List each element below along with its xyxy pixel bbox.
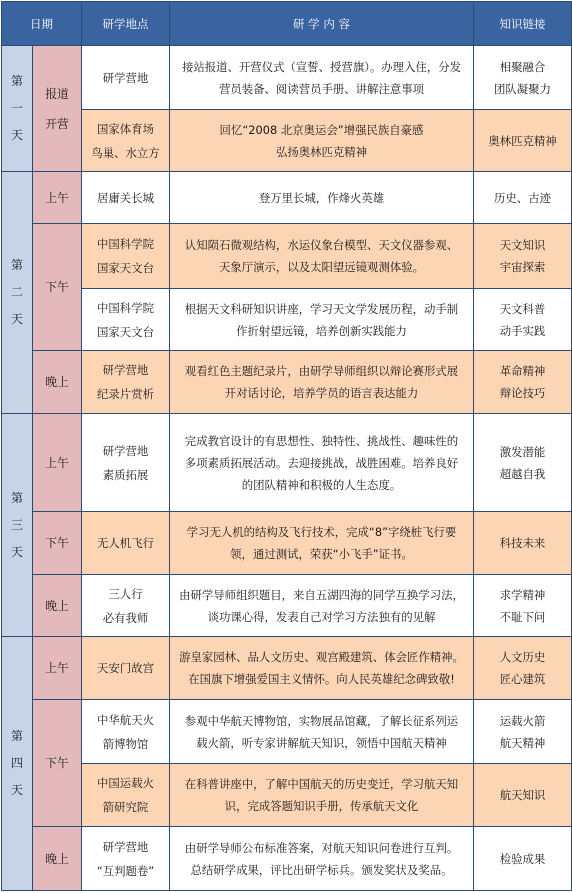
text-line: 航天精神 — [499, 735, 546, 750]
time-slot-cell — [33, 224, 82, 351]
knowledge-cell — [474, 224, 572, 289]
text-line: 上午 — [45, 661, 69, 675]
content-cell — [170, 289, 474, 351]
content-cell — [170, 414, 474, 512]
header-location: 研学地点 — [82, 2, 170, 46]
header-content: 研 学 内 容 — [170, 2, 474, 46]
day-label-char: 天 — [10, 783, 23, 797]
text-line: 动手实践 — [499, 323, 546, 338]
text-line: 在科普讲座中，了解中国航天的历史变迁，学习航天知 — [184, 777, 459, 791]
time-slot-cell — [33, 637, 82, 700]
location-cell — [82, 110, 170, 172]
content-cell — [170, 700, 474, 764]
schedule-row — [2, 414, 572, 512]
text-line: 无人机飞行 — [97, 536, 154, 550]
day-cell — [2, 414, 33, 637]
content-cell — [170, 512, 474, 575]
location-cell — [82, 827, 170, 891]
text-line: 由研学导师组织题目，来自五湖四海的同学互换学习法， — [179, 587, 464, 602]
knowledge-cell — [474, 637, 572, 700]
location-cell — [82, 637, 170, 700]
text-line: 完成教官设计的有思想性、独特性、挑战性、趣味性的 — [184, 433, 459, 448]
text-line: 天文知识 — [499, 238, 546, 252]
text-line: 晚上 — [45, 598, 69, 613]
text-line: 革命精神 — [499, 364, 546, 378]
schedule-row — [2, 172, 572, 224]
knowledge-cell — [474, 172, 572, 224]
location-cell — [82, 764, 170, 827]
text-line: 游皇家园林、品人文历史、观宫殿建筑、体会匠作精神。 — [179, 650, 464, 664]
text-line: 研学营地 — [102, 443, 149, 458]
schedule-row — [2, 224, 572, 289]
text-line: 作折射望远镜，培养创新实践能力 — [236, 323, 407, 338]
time-slot-cell — [33, 700, 82, 827]
knowledge-cell — [474, 46, 572, 110]
time-slot-cell — [33, 172, 82, 224]
text-line: 国家体育场 — [97, 121, 154, 136]
text-line: 辩论技巧 — [499, 386, 546, 400]
text-line: 天文科普 — [499, 301, 546, 316]
time-slot-cell — [33, 512, 82, 575]
text-line: 奥林匹克精神 — [488, 133, 557, 148]
location-cell — [82, 224, 170, 289]
knowledge-cell — [474, 414, 572, 512]
text-line: 不耻下问 — [499, 609, 546, 624]
text-line: 历史、古迹 — [494, 190, 551, 205]
text-line: 识，完成答题知识手册，传承航天文化 — [224, 799, 419, 813]
text-line: 回忆“2008 北京奥运会”增强民族自豪感 — [219, 122, 424, 137]
day-label-char: 二 — [10, 285, 23, 299]
text-line: 晚上 — [45, 375, 69, 389]
time-slot-cell — [33, 351, 82, 414]
knowledge-cell — [474, 512, 572, 575]
schedule-row — [2, 110, 572, 172]
day-label-char: 第 — [10, 490, 23, 505]
text-line: 中国科学院 — [97, 237, 154, 251]
text-line: 检验成果 — [499, 851, 546, 866]
text-line: 多项素质拓展活动。去迎接挑战，战胜困难。培养良好 — [184, 455, 459, 470]
header-date: 日期 — [2, 2, 82, 46]
header-row — [2, 2, 572, 46]
content-cell — [170, 351, 474, 414]
time-slot-cell — [33, 414, 82, 512]
text-line: 上午 — [45, 190, 69, 205]
location-cell — [82, 575, 170, 637]
text-line: 匠心建筑 — [499, 672, 546, 686]
day-label-char: 第 — [10, 258, 23, 272]
text-line: 晚上 — [45, 851, 69, 866]
text-line: 总结研学成果，评比出研学标兵。颁发奖状及奖品。 — [190, 862, 453, 877]
text-line: 素质拓展 — [102, 467, 149, 482]
text-line: 箭研究院 — [102, 800, 149, 814]
text-line: 下午 — [45, 756, 69, 770]
time-slot-cell — [33, 827, 82, 891]
text-line: 研学营地 — [102, 363, 149, 377]
knowledge-cell — [474, 764, 572, 827]
text-line: 国家天文台 — [97, 324, 154, 339]
text-line: 谈功课心得，发表自己对学习方法独有的见解 — [207, 609, 436, 624]
text-line: 中华航天火 — [97, 712, 154, 727]
text-line: 宇宙探索 — [499, 260, 546, 274]
content-cell — [170, 46, 474, 110]
location-cell — [82, 414, 170, 512]
knowledge-cell — [474, 575, 572, 637]
text-line: 研学营地 — [102, 70, 149, 85]
location-cell — [82, 172, 170, 224]
text-line: 观看红色主题纪录片，由研学导师组织以辩论赛形式展 — [184, 364, 459, 378]
day-label-char: 三 — [10, 517, 23, 532]
content-cell — [170, 172, 474, 224]
text-line: 开营 — [45, 116, 69, 131]
text-line: 研学营地 — [102, 839, 149, 854]
text-line: 天安门故宫 — [97, 661, 154, 675]
knowledge-cell — [474, 700, 572, 764]
text-line: 下午 — [45, 280, 69, 294]
schedule-row — [2, 289, 572, 351]
schedule-body — [2, 46, 572, 891]
text-line: 超越自我 — [499, 466, 546, 481]
text-line: 在国旗下增强爱国主义情怀。向人民英雄纪念碑致敬! — [188, 672, 455, 686]
location-cell — [82, 289, 170, 351]
day-label-char: 第 — [10, 74, 23, 88]
text-line: 三人行 — [108, 586, 143, 601]
knowledge-cell — [474, 827, 572, 891]
text-line: 居庸关长城 — [97, 190, 154, 205]
text-line: 由研学导师公布标准答案，对航天知识问卷进行互判。 — [184, 840, 459, 855]
schedule-row — [2, 351, 572, 414]
day-label-char: 第 — [10, 729, 23, 743]
text-line: 科技未来 — [499, 536, 546, 550]
text-line: 天象厅演示，以及太阳望远镜观测体验。 — [218, 260, 425, 274]
knowledge-cell — [474, 110, 572, 172]
day-label-char: 天 — [10, 312, 23, 326]
text-line: “互判题卷” — [96, 863, 155, 878]
day-label-char: 一 — [10, 101, 23, 115]
schedule-row — [2, 827, 572, 891]
schedule-row — [2, 700, 572, 764]
location-cell — [82, 351, 170, 414]
text-line: 必有我师 — [102, 610, 149, 625]
text-line: 接站报道、开营仪式（宣誓、授营旗）。办理入住，分发 — [181, 59, 462, 74]
text-line: 下午 — [45, 536, 69, 550]
day-cell — [2, 637, 33, 891]
text-line: 认知陨石微观结构，水运仪象台模型、天文仪器参观、 — [184, 238, 459, 252]
schedule-row — [2, 512, 572, 575]
content-cell — [170, 637, 474, 700]
text-line: 领，通过测试，荣获“小飞手”证书。 — [230, 547, 413, 561]
text-line: 弘扬奥林匹克精神 — [275, 144, 368, 159]
text-line: 纪录片赏析 — [97, 387, 154, 401]
text-line: 营员装备、阅读营员手册、讲解注意事项 — [218, 81, 425, 96]
day-cell — [2, 172, 33, 414]
text-line: 登万里长城，作烽火英雄 — [258, 190, 385, 205]
text-line: 根据天文科研知识讲座，学习天文学发展历程，动手制 — [184, 301, 459, 316]
schedule-row — [2, 575, 572, 637]
content-cell — [170, 224, 474, 289]
text-line: 人文历史 — [499, 650, 546, 664]
text-line: 报道 — [45, 86, 69, 101]
location-cell — [82, 512, 170, 575]
schedule-row — [2, 46, 572, 110]
text-line: 激发潜能 — [499, 444, 546, 459]
text-line: 国家天文台 — [97, 261, 154, 275]
text-line: 相聚融合 — [499, 59, 546, 74]
schedule-row — [2, 637, 572, 700]
header-knowledge: 知识链接 — [474, 2, 572, 46]
text-line: 中国运载火 — [97, 776, 154, 790]
content-cell — [170, 110, 474, 172]
text-line: 求学精神 — [499, 587, 546, 602]
text-line: 团队凝聚力 — [494, 81, 551, 96]
text-line: 学习无人机的结构及飞行技术，完成“8”字绕桩飞行要 — [186, 525, 457, 539]
time-slot-cell — [33, 46, 82, 172]
text-line: 鸟巢、水立方 — [91, 145, 160, 160]
text-line: 航天知识 — [499, 788, 546, 802]
knowledge-cell — [474, 289, 572, 351]
text-line: 中国科学院 — [97, 300, 154, 315]
text-line: 上午 — [45, 455, 69, 470]
location-cell — [82, 700, 170, 764]
day-label-char: 四 — [10, 756, 23, 770]
schedule-row — [2, 764, 572, 827]
content-cell — [170, 764, 474, 827]
knowledge-cell — [474, 351, 572, 414]
content-cell — [170, 575, 474, 637]
time-slot-cell — [33, 575, 82, 637]
day-cell — [2, 46, 33, 172]
text-line: 运载火箭 — [499, 713, 546, 728]
text-line: 参观中华航天博物馆，实物展品馆藏，了解长征系列运 — [184, 713, 459, 728]
day-label-char: 天 — [10, 128, 23, 142]
location-cell — [82, 46, 170, 110]
text-line: 箭博物馆 — [102, 736, 149, 751]
text-line: 开对话讨论，培养学员的语言表达能力 — [224, 386, 419, 400]
day-label-char: 天 — [10, 544, 23, 559]
schedule-table — [1, 1, 572, 891]
text-line: 载火箭，听专家讲解航天知识，领悟中国航天精神 — [196, 735, 447, 750]
content-cell — [170, 827, 474, 891]
text-line: 的团队精神和积极的人生态度。 — [241, 477, 402, 492]
